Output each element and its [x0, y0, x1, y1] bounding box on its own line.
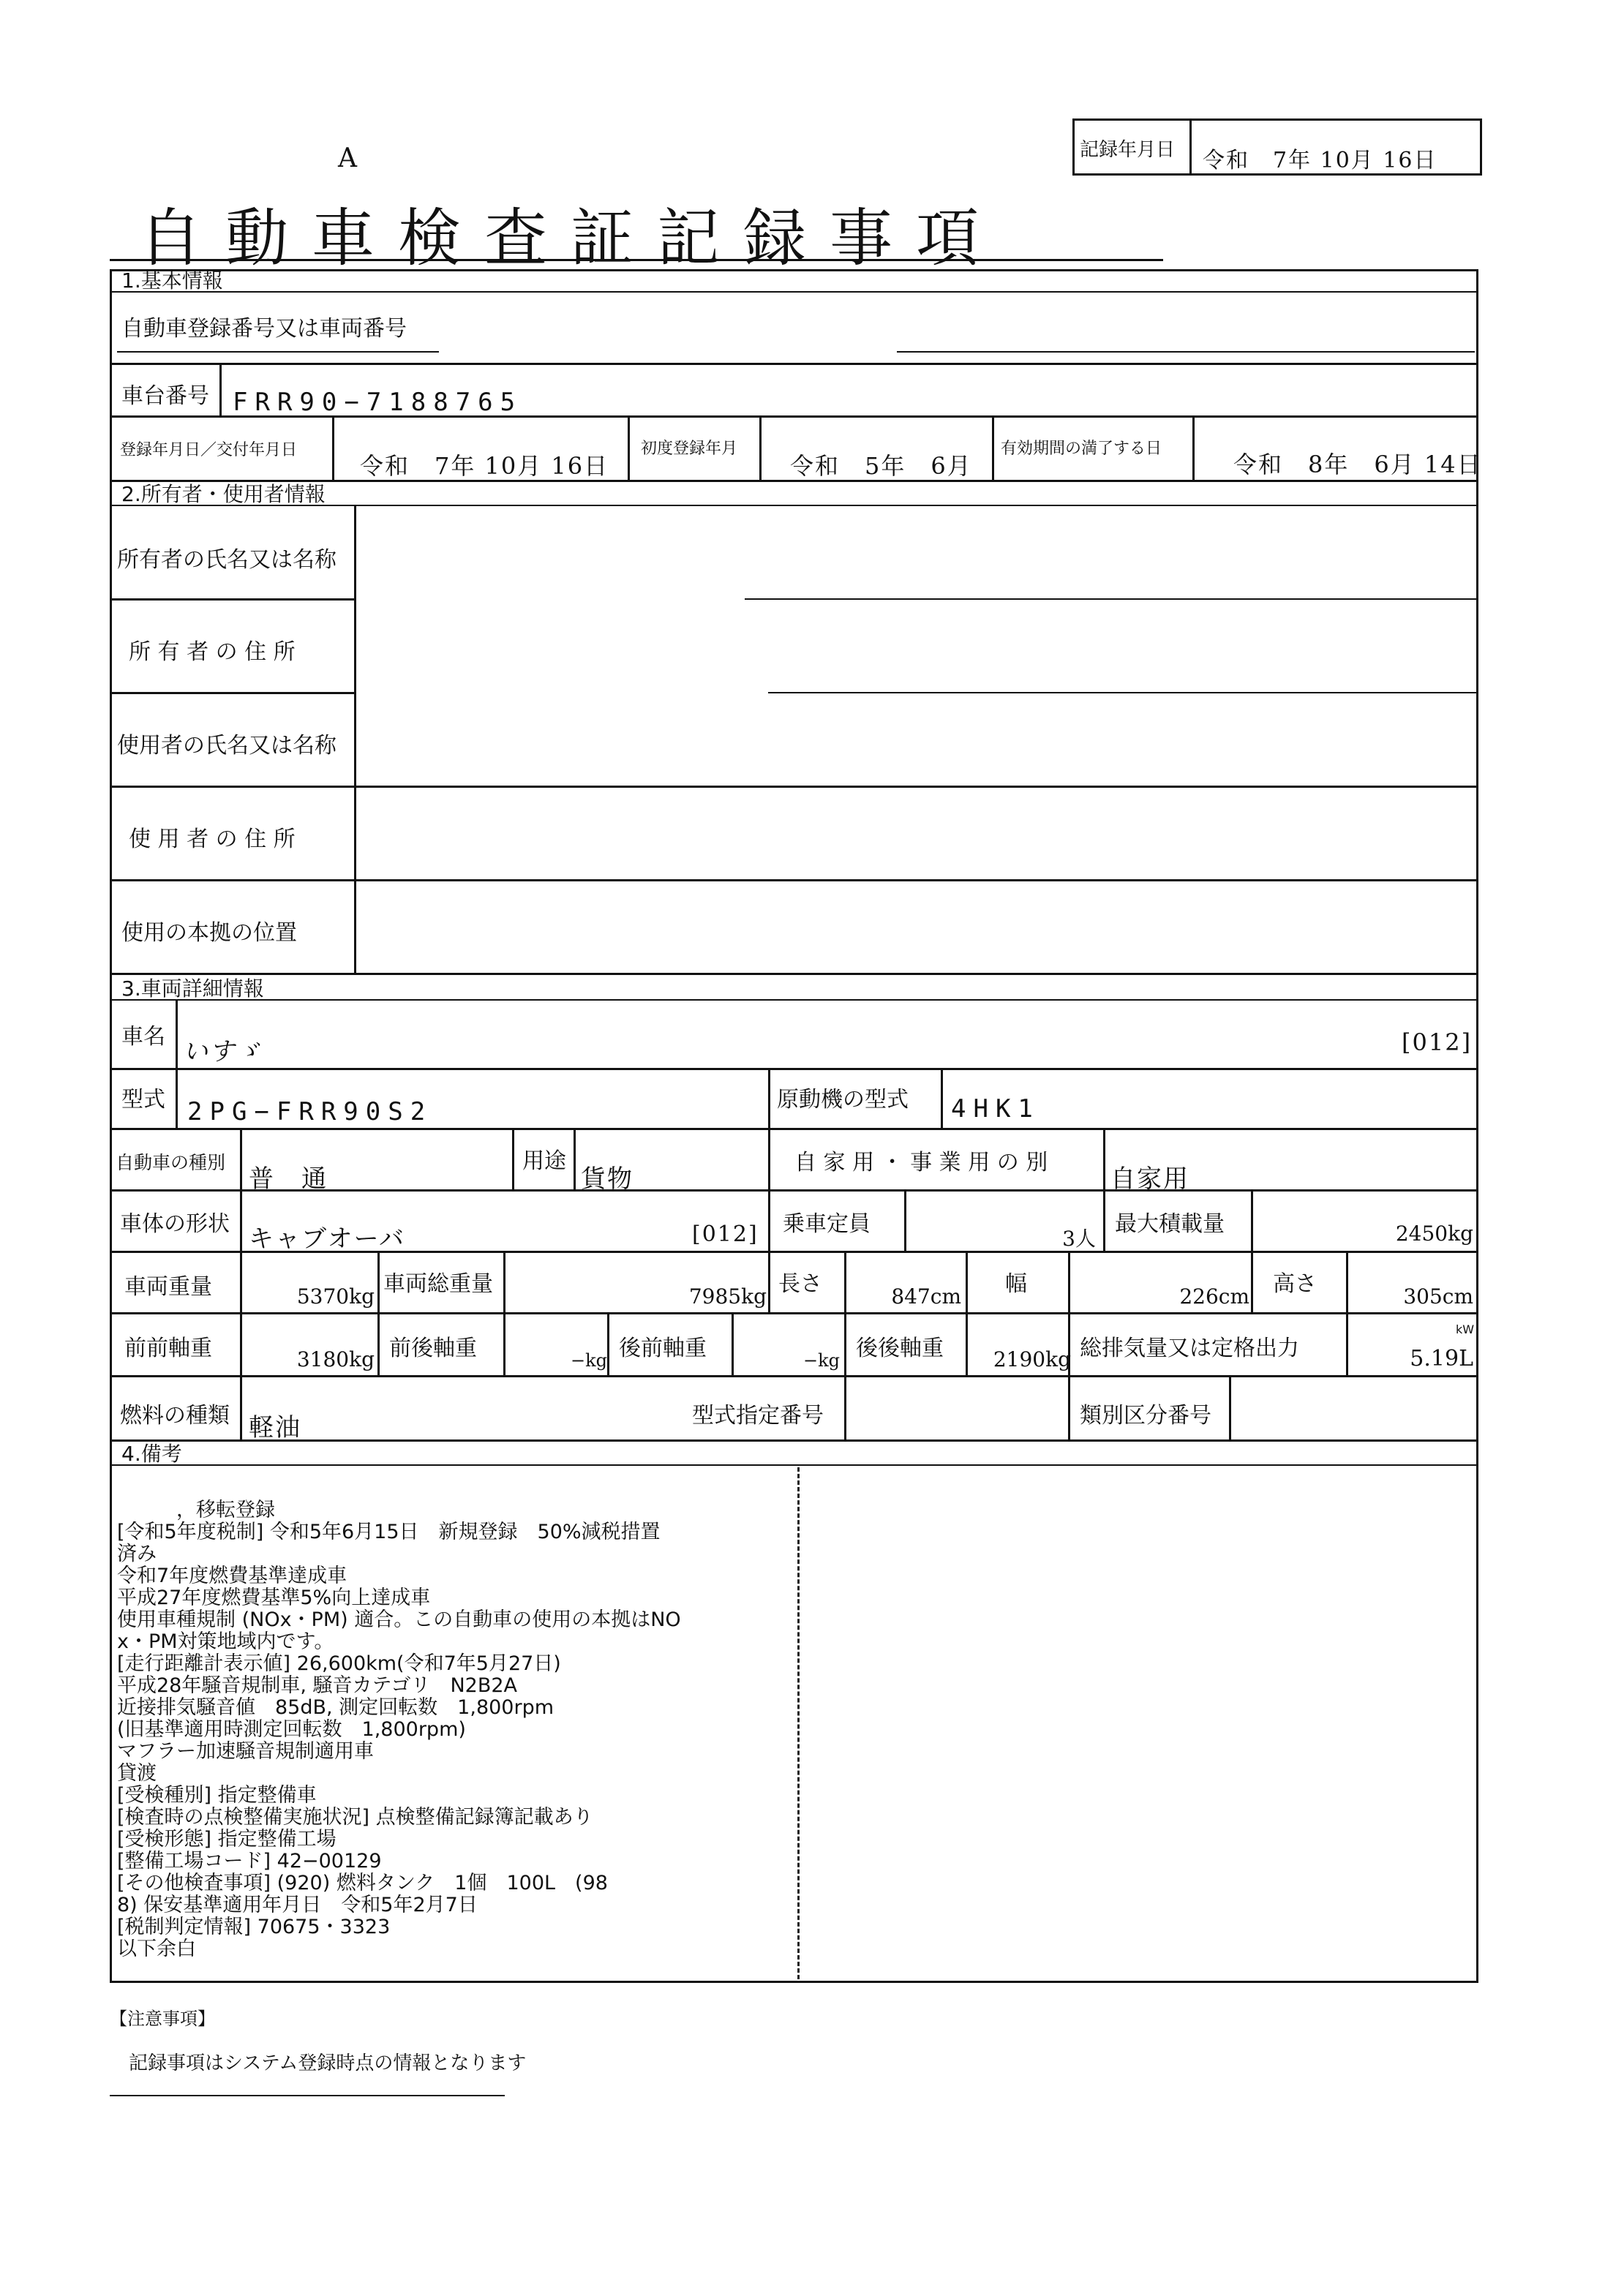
remark-line: [走行距離計表示値] 26,600km(令和7年5月27日) — [117, 1652, 561, 1675]
remark-line: [税制判定情報] 70675・3323 — [117, 1916, 391, 1938]
remark-line: 使用車種規制 (NOx・PM) 適合。この自動車の使用の本拠はNO — [117, 1608, 681, 1631]
remark-line: 貸渡 — [117, 1762, 157, 1785]
height-label: 高さ — [1273, 1271, 1317, 1297]
rr-axle-label: 後後軸重 — [856, 1336, 944, 1361]
owner-address-label: 所 有 者 の 住 所 — [129, 639, 296, 665]
remark-line: ，移転登録 — [117, 1499, 275, 1521]
first-reg: 令和 5年 6月 — [790, 452, 972, 480]
remark-line: 令和7年度燃費基準達成車 — [117, 1565, 347, 1587]
section4-title: 4.備考 — [121, 1442, 182, 1466]
engine: 4HK1 — [951, 1094, 1040, 1123]
body-shape-code: [012] — [692, 1222, 759, 1247]
private-business-label: 自 家 用 ・ 事 業 用 の 別 — [794, 1150, 1048, 1175]
class-label: 類別区分番号 — [1080, 1403, 1211, 1429]
reg-date: 令和 7年 10月 16日 — [360, 452, 609, 480]
fuel-label: 燃料の種類 — [120, 1403, 230, 1429]
remark-line: 近接排気騒音値 85dB, 測定回転数 1,800rpm — [117, 1696, 555, 1719]
remark-line: [受検形態] 指定整備工場 — [117, 1828, 337, 1851]
type-designation-label: 型式指定番号 — [692, 1403, 824, 1429]
ff-axle-label: 前前軸重 — [124, 1336, 212, 1361]
weight: 5370kg — [296, 1284, 375, 1309]
notes-text: 記録事項はシステム登録時点の情報となります — [129, 2052, 527, 2074]
record-date-label: 記録年月日 — [1080, 139, 1176, 161]
model: 2PG−FRR90S2 — [187, 1097, 433, 1126]
remark-line: 済み — [117, 1543, 157, 1565]
remark-line: x・PM対策地域内です。 — [117, 1630, 334, 1653]
reg-number-label: 自動車登録番号又は車両番号 — [121, 316, 407, 342]
fr-axle: −kg — [570, 1350, 607, 1371]
owner-name-label: 所有者の氏名又は名称 — [117, 547, 337, 573]
notes-title: 【注意事項】 — [110, 2009, 215, 2029]
height: 305cm — [1403, 1284, 1473, 1309]
displacement-unit: kW — [1456, 1322, 1475, 1336]
page-mark: A — [338, 143, 357, 173]
user-address-label: 使 用 者 の 住 所 — [129, 827, 296, 852]
use: 貨物 — [581, 1164, 634, 1194]
gross-weight-label: 車両総重量 — [383, 1271, 493, 1297]
remark-line: (旧基準適用時測定回転数 1,800rpm) — [117, 1718, 466, 1741]
section1-title: 1.基本情報 — [121, 268, 223, 293]
body-shape: キャブオーバ — [249, 1224, 405, 1254]
chassis-number: FRR90−7188765 — [233, 388, 523, 417]
width: 226cm — [1179, 1284, 1249, 1309]
section3-title: 3.車両詳細情報 — [121, 976, 264, 1001]
max-load: 2450kg — [1395, 1222, 1473, 1246]
weight-label: 車両重量 — [124, 1274, 212, 1300]
reg-date-label: 登録年月日／交付年月日 — [120, 441, 298, 459]
rr-axle: 2190kg — [993, 1347, 1071, 1371]
car-name-code: [012] — [1402, 1028, 1473, 1056]
remark-line: マフラー加速騒音規制適用車 — [117, 1740, 374, 1763]
displacement: 5.19L — [1410, 1346, 1473, 1371]
length: 847cm — [891, 1284, 961, 1309]
car-name: いすゞ — [183, 1037, 262, 1066]
remark-line: [整備工場コード] 42−00129 — [117, 1850, 382, 1872]
displacement-label: 総排気量又は定格出力 — [1080, 1336, 1299, 1361]
record-date: 令和 7年 10月 16日 — [1203, 148, 1437, 173]
capacity-label: 乗車定員 — [783, 1211, 871, 1237]
use-label: 用途 — [522, 1148, 566, 1174]
fuel: 軽油 — [249, 1413, 301, 1442]
fr-axle-label: 前後軸重 — [389, 1336, 477, 1361]
rf-axle: −kg — [802, 1350, 840, 1371]
engine-label: 原動機の型式 — [777, 1087, 909, 1113]
capacity: 3人 — [1062, 1227, 1096, 1251]
body-shape-label: 車体の形状 — [120, 1211, 230, 1237]
remark-line: 8) 保安基準適用年月日 令和5年2月7日 — [117, 1894, 478, 1916]
user-name-label: 使用者の氏名又は名称 — [117, 733, 337, 759]
remark-line: [受検種別] 指定整備車 — [117, 1784, 317, 1807]
car-name-label: 車名 — [121, 1024, 165, 1050]
max-load-label: 最大積載量 — [1115, 1211, 1225, 1237]
remark-line: [検査時の点検整備実施状況] 点検整備記録簿記載あり — [117, 1806, 593, 1829]
remark-line: 平成27年度燃費基準5%向上達成車 — [117, 1587, 431, 1609]
private-business: 自家用 — [1110, 1164, 1189, 1194]
remarks — [117, 1499, 797, 1960]
remark-line: 平成28年騒音規制車, 騒音カテゴリ N2B2A — [117, 1674, 517, 1697]
type-label: 自動車の種別 — [116, 1152, 226, 1173]
length-label: 長さ — [778, 1271, 822, 1297]
base-location-label: 使用の本拠の位置 — [121, 920, 297, 946]
remark-line: [令和5年度税制] 令和5年6月15日 新規登録 50%減税措置 — [117, 1521, 661, 1543]
section2-title: 2.所有者・使用者情報 — [121, 482, 326, 506]
remark-line: [その他検査事項] (920) 燃料タンク 1個 100L (98 — [117, 1872, 608, 1894]
expiry-label: 有効期間の満了する日 — [1001, 440, 1162, 458]
first-reg-label: 初度登録年月 — [641, 440, 738, 458]
width-label: 幅 — [1005, 1271, 1027, 1297]
model-label: 型式 — [121, 1087, 165, 1113]
document-title: 自動車検査証記録事項 — [139, 202, 1002, 275]
remark-line: 以下余白 — [117, 1938, 196, 1960]
gross-weight: 7985kg — [688, 1284, 767, 1309]
chassis-label: 車台番号 — [121, 383, 209, 409]
ff-axle: 3180kg — [296, 1347, 375, 1371]
type: 普 通 — [249, 1164, 328, 1194]
rf-axle-label: 後前軸重 — [619, 1336, 707, 1361]
expiry: 令和 8年 6月 14日 — [1233, 451, 1482, 478]
